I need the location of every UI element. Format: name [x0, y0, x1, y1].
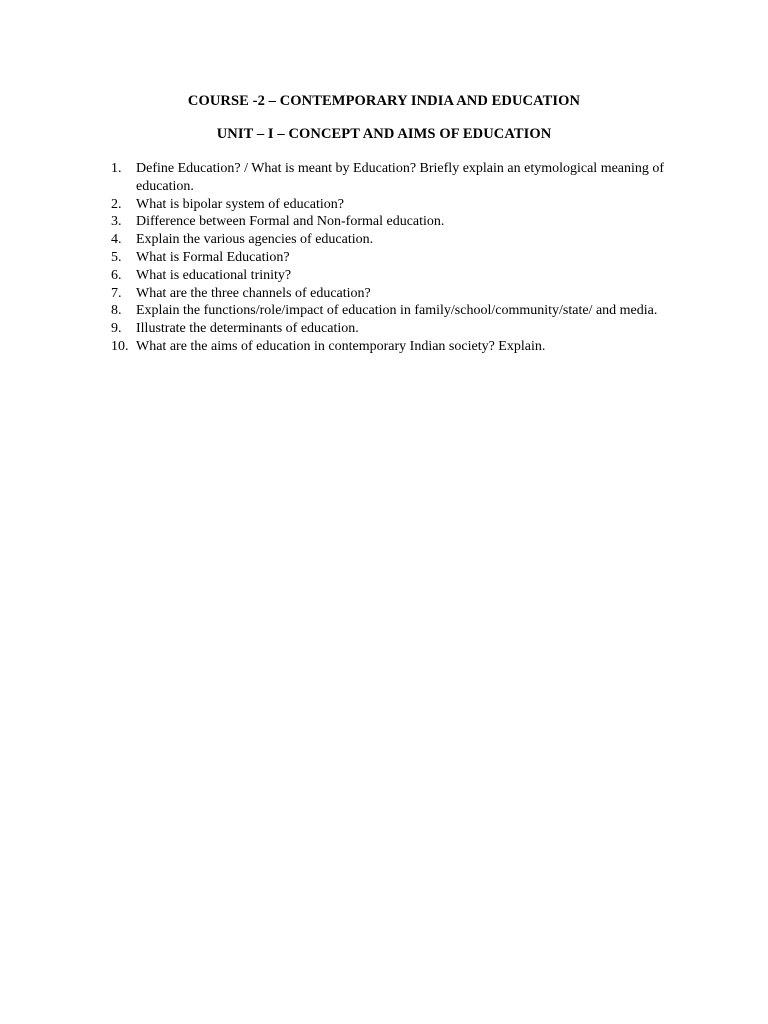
course-title: COURSE -2 – CONTEMPORARY INDIA AND EDUCATION: [187, 93, 581, 109]
question-number: 9.: [111, 321, 122, 337]
question-number: 7.: [111, 285, 122, 301]
question-item: [0, 338, 666, 356]
question-text: Explain the functions/role/impact of education in family/school/community/state/ and media.: [136, 303, 658, 319]
question-text: Illustrate the determinants of education.: [136, 321, 359, 337]
question-text: What is bipolar system of education?: [136, 196, 344, 212]
question-item: [0, 213, 666, 231]
question-number: 6.: [111, 267, 122, 283]
unit-title: UNIT – I – CONCEPT AND AIMS OF EDUCATION: [216, 126, 552, 142]
question-number: 2.: [111, 196, 122, 212]
question-item: [0, 320, 666, 338]
question-item: [0, 249, 666, 267]
question-item: [0, 160, 666, 196]
question-item: [0, 302, 666, 320]
question-number: 3.: [111, 214, 122, 230]
question-item: [0, 285, 666, 303]
question-item: [0, 231, 666, 249]
question-number: 4.: [111, 232, 122, 248]
question-text: Difference between Formal and Non-formal education.: [136, 214, 445, 230]
question-text: Define Education? / What is meant by Education? Briefly explain an etymological meaning of education.: [136, 161, 665, 194]
question-number: 1.: [111, 161, 122, 176]
question-number: 8.: [111, 303, 122, 319]
question-number: 10.: [111, 338, 129, 354]
question-text: What is Formal Education?: [136, 249, 290, 265]
question-list: [0, 160, 768, 356]
question-text: What are the three channels of education?: [136, 285, 371, 301]
question-number: 5.: [111, 249, 122, 265]
question-text: Explain the various agencies of education.: [136, 232, 374, 248]
question-text: What are the aims of education in contemporary Indian society? Explain.: [136, 338, 546, 354]
question-item: [0, 267, 666, 285]
question-text: What is educational trinity?: [136, 267, 292, 283]
question-item: [0, 196, 666, 214]
